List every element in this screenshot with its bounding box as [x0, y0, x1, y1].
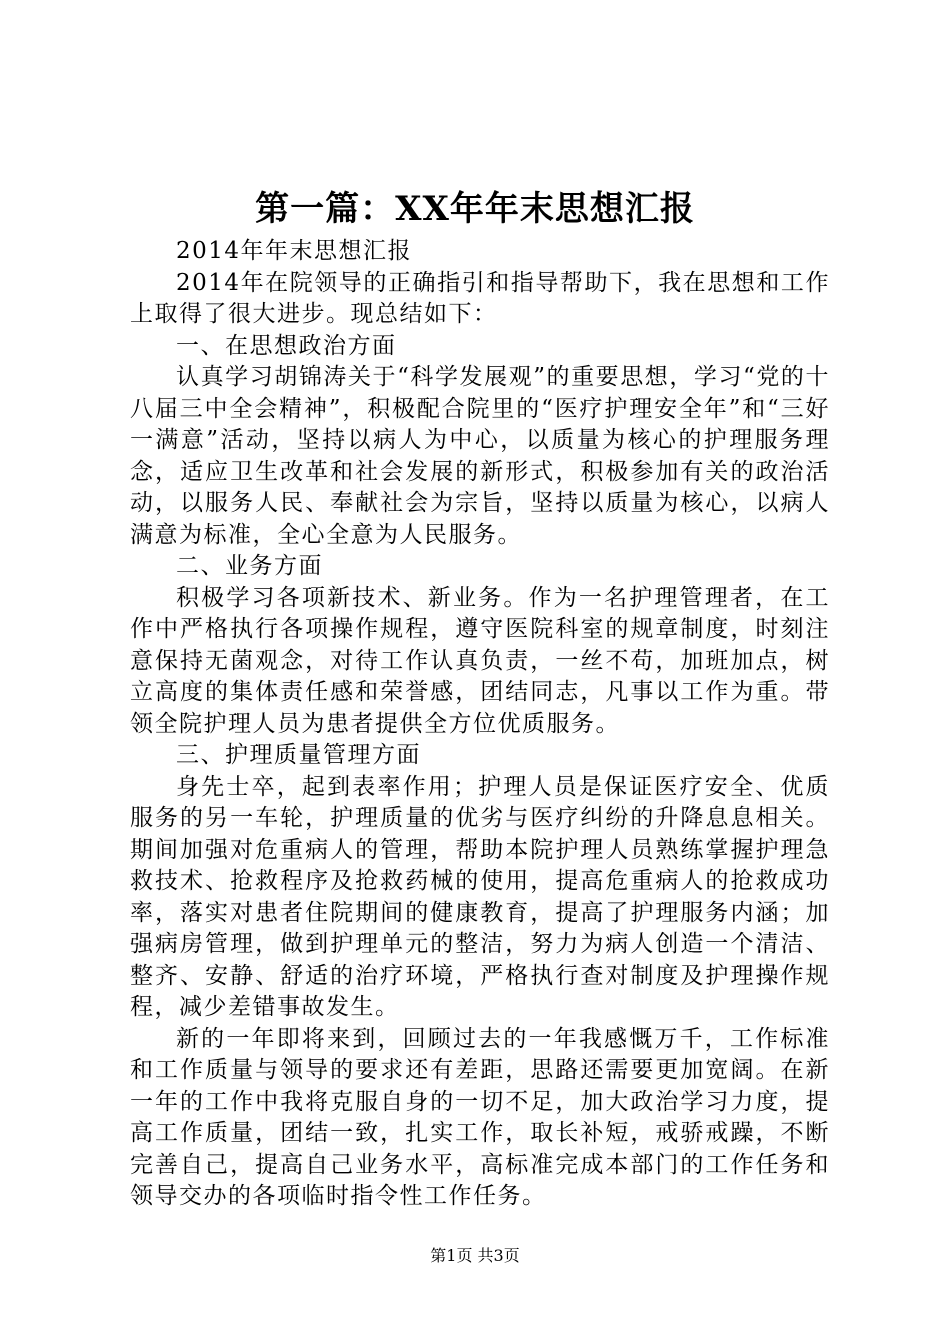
intro-paragraph: 2014年在院领导的正确指引和指导帮助下，我在思想和工作上取得了很大进步。现总结如下： — [130, 269, 830, 327]
section-heading-quality: 三、护理质量管理方面 — [176, 742, 421, 768]
document-title: 第一篇：XX年年末思想汇报 — [255, 189, 695, 229]
section-heading-politics: 一、在思想政治方面 — [176, 332, 397, 359]
section-body-business: 积极学习各项新技术、新业务。作为一名护理管理者，在工作中严格执行各项操作规程，遵守医院科室的规章制度，时刻注意保持无菌观念，对待工作认真负责，一丝不苟，加班加点，树立高度的集体责任感和荣誉感，团结同志，凡事以工作为重。带领全院护理人员为患者提供全方位优质服务。 — [130, 584, 830, 737]
document-body — [130, 236, 830, 1213]
section-heading-business: 二、业务方面 — [176, 553, 323, 579]
document-subtitle: 2014年年末思想汇报 — [176, 238, 413, 264]
closing-paragraph: 新的一年即将来到，回顾过去的一年我感慨万千，工作标准和工作质量与领导的要求还有差距，思路还需要更加宽阔。在新一年的工作中我将克服自身的一切不足，加大政治学习力度，提高工作质量，团结一致，扎实工作，取长补短，戒骄戒躁，不断完善自己，提高自己业务水平，高标准完成本部门的工作任务和领导交办的各项临时指令性工作任务。 — [130, 1025, 830, 1209]
section-body-quality: 身先士卒，起到表率作用；护理人员是保证医疗安全、优质服务的另一车轮，护理质量的优劣与医疗纠纷的升降息息相关。期间加强对危重病人的管理，帮助本院护理人员熟练掌握护理急救技术、抢救程序及抢救药械的使用，提高危重病人的抢救成功率，落实对患者住院期间的健康教育，提高了护理服务内涵；加强病房管理，做到护理单元的整洁，努力为病人创造一个清洁、整齐、安静、舒适的治疗环境，严格执行查对制度及护理操作规程，减少差错事故发生。 — [130, 773, 830, 1020]
page-number: 第1页 共3页 — [430, 1246, 520, 1265]
section-body-politics: 认真学习胡锦涛关于“科学发展观”的重要思想，学习“党的十八届三中全会精神”，积极配合院里的“医疗护理安全年”和“三好一满意”活动，坚持以病人为中心，以质量为核心的护理服务理念，适应卫生改革和社会发展的新形式，积极参加有关的政治活动，以服务人民、奉献社会为宗旨，坚持以质量为核心，以病人满意为标准，全心全意为人民服务。 — [130, 364, 830, 548]
